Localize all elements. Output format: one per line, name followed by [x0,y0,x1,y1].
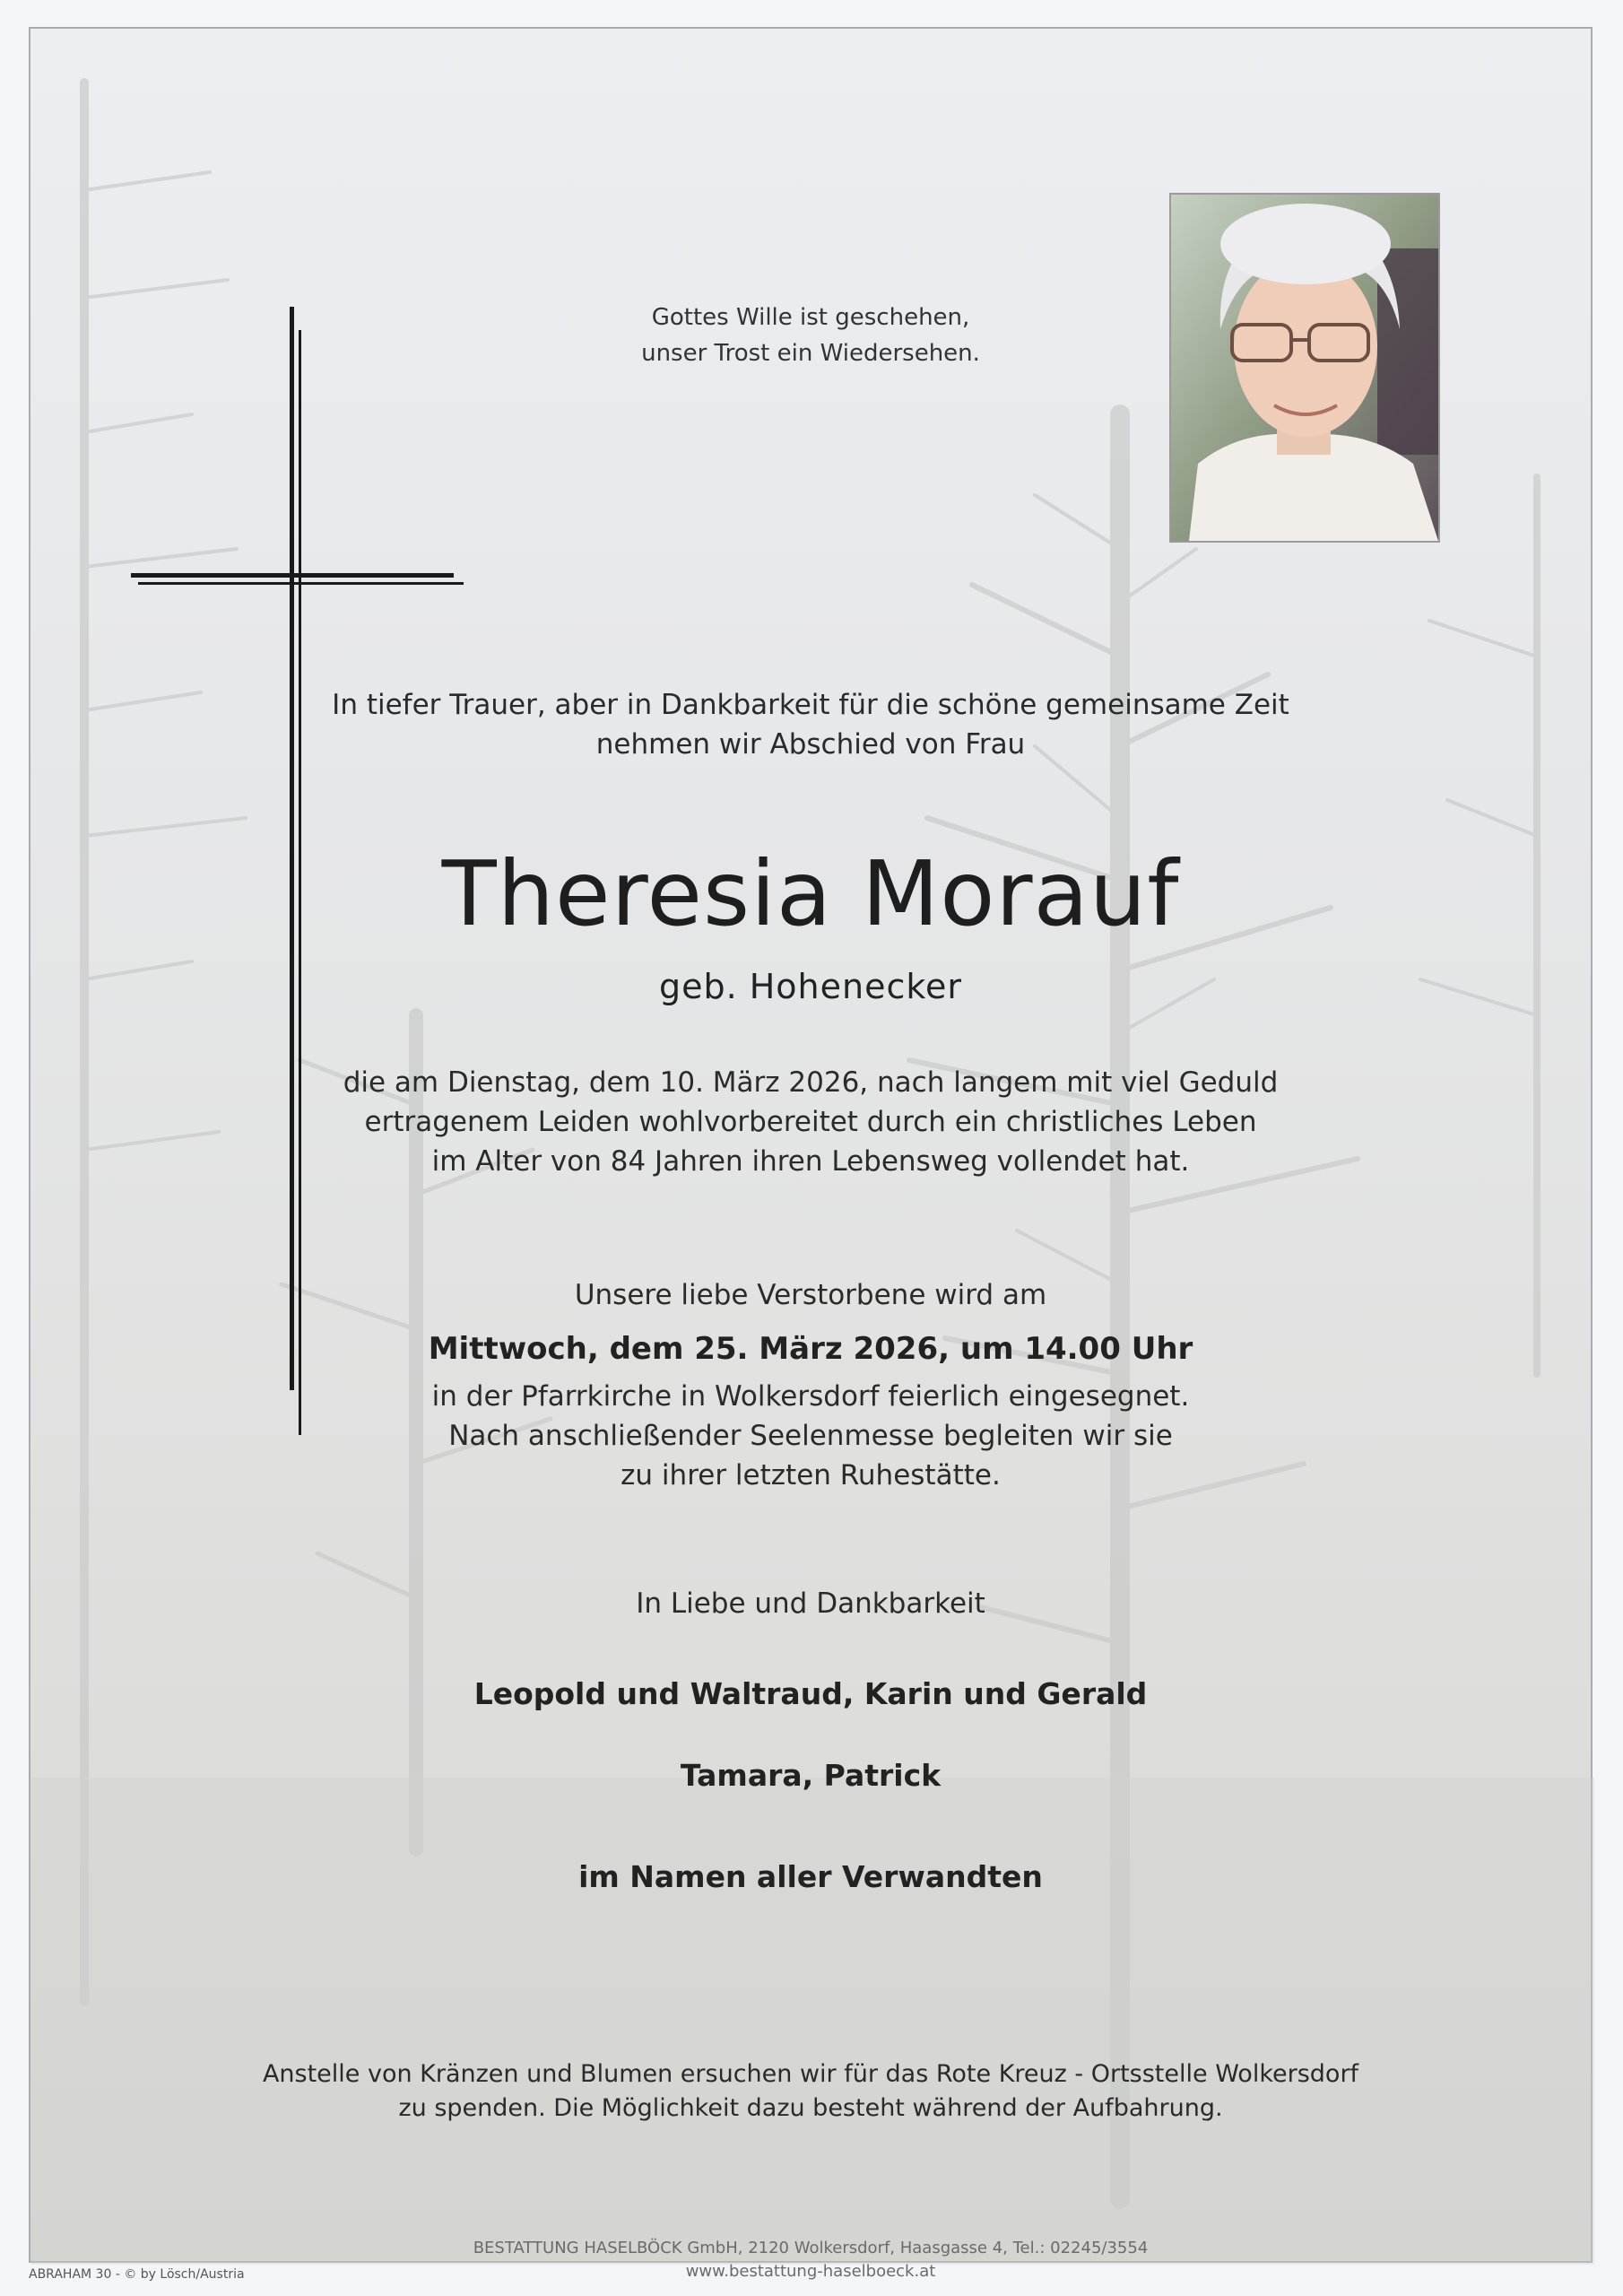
deceased-name: Theresia Morauf [441,841,1180,946]
death-notice-text [255,1063,1367,1181]
motto-line: Gottes Wille ist geschehen, [651,304,970,331]
template-credit: ABRAHAM 30 - © by Lösch/Austria [29,2267,245,2282]
donation-line: Anstelle von Kränzen und Blumen ersuchen wir für das Rote Kreuz - Ortsstelle Wolkersdorf [262,2060,1359,2088]
donation-note [165,2057,1456,2126]
company-address: BESTATTUNG HASELBÖCK GmbH, 2120 Wolkersdorf, Haasgasse 4, Tel.: 02245/3554 [473,2239,1149,2257]
motto-line: unser Trost ein Wiedersehen. [641,340,980,367]
funeral-line: zu ihrer letzten Ruhestätte. [621,1459,1001,1492]
mourner-family-2: Tamara, Patrick [680,1758,942,1793]
portrait-photo [1169,193,1440,543]
portrait-image [1171,195,1438,541]
mourner-family-1: Leopold und Waltraud, Karin und Gerald [473,1676,1148,1711]
donation-line: zu spenden. Die Möglichkeit dazu besteht während der Aufbahrung. [398,2094,1223,2122]
intro-text [255,685,1367,764]
regards-line: In Liebe und Dankbarkeit [636,1587,985,1620]
funeral-intro: Unsere liebe Verstorbene wird am [574,1279,1047,1311]
motto [479,300,1142,371]
funeral-line: Nach anschließender Seelenmesse begleiten wir sie [448,1420,1173,1452]
intro-line: In tiefer Trauer, aber in Dankbarkeit für die schöne gemeinsame Zeit [332,689,1289,721]
funeral-details [255,1377,1367,1495]
funeral-home-info [344,2237,1277,2283]
funeral-line: in der Pfarrkirche in Wolkersdorf feierlich eingesegnet. [431,1380,1190,1413]
company-website: www.bestattung-haselboeck.at [685,2262,936,2281]
maiden-name: geb. Hohenecker [658,967,963,1006]
mourner-relatives: im Namen aller Verwandten [578,1859,1043,1894]
notice-line: die am Dienstag, dem 10. März 2026, nach langem mit viel Geduld [343,1066,1279,1099]
notice-line: im Alter von 84 Jahren ihren Lebensweg vollendet hat. [431,1145,1190,1178]
notice-line: ertragenem Leiden wohlvorbereitet durch ein christliches Leben [364,1106,1257,1138]
intro-line: nehmen wir Abschied von Frau [595,728,1026,761]
funeral-date: Mittwoch, dem 25. März 2026, um 14.00 Uhr [428,1331,1193,1367]
